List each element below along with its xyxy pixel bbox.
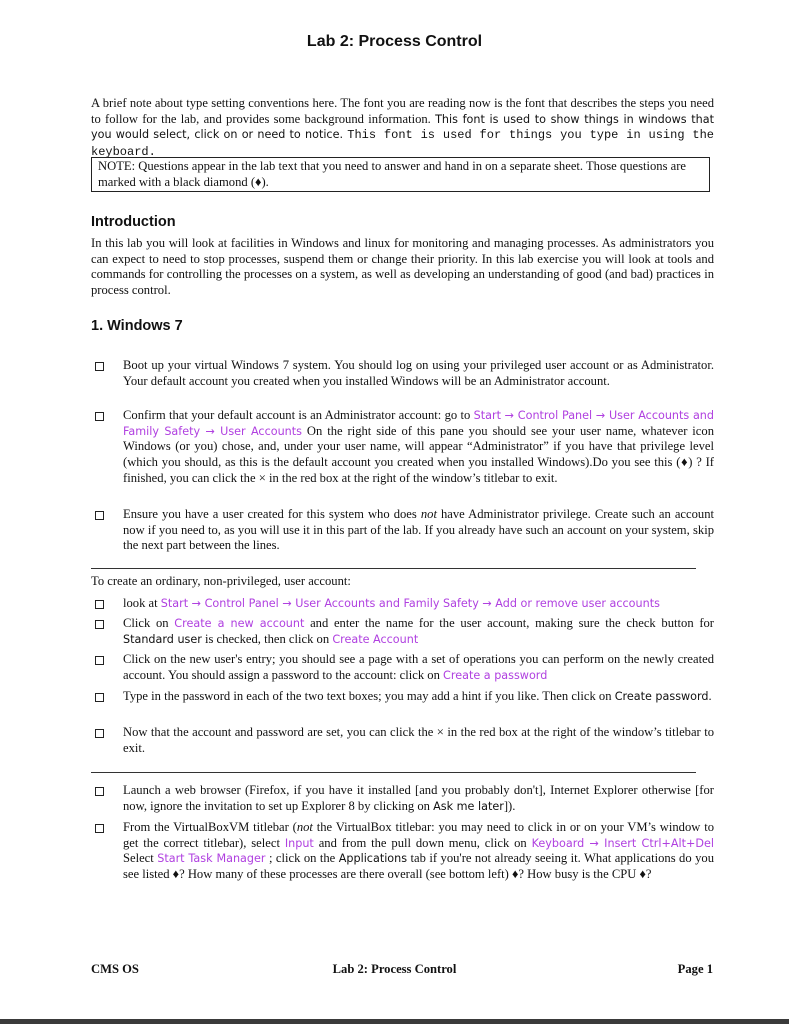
page-title: Lab 2: Process Control <box>306 33 483 50</box>
body-text: From the VirtualBoxVM titlebar ( <box>123 820 297 834</box>
ui-label-text: Create password <box>614 690 709 703</box>
body-text: Boot up your virtual Windows 7 system. You should log on using your privileged user account or as Administrator. Your default account you created when you installed Windows will be an Administrator account. <box>123 358 714 388</box>
keyboard-text: This font is used for things you type in using the keyboard. <box>91 128 714 160</box>
body-text: ; click on the <box>265 851 339 866</box>
ui-path-text: Start → Control Panel → User Accounts and Family Safety → Add or remove user accounts <box>160 597 660 610</box>
ui-label-text: Standard user <box>123 632 202 646</box>
body-text: not <box>296 820 313 834</box>
checkbox-icon[interactable] <box>95 362 104 371</box>
body-text: the VirtualBox titlebar: you may need to click in or on your VM’s window to get the correct titlebar), select <box>123 820 714 850</box>
subsection-intro: To create an ordinary, non-privileged, user account: <box>91 574 351 588</box>
ui-label-text: Ask me later <box>433 799 504 813</box>
body-text: Confirm that your default account is an Administrator account: go to <box>123 408 474 422</box>
checklist-item <box>91 820 714 883</box>
introduction-heading: Introduction <box>91 214 176 230</box>
checkbox-icon[interactable] <box>95 729 104 738</box>
checkbox-icon[interactable] <box>95 787 104 796</box>
body-text: and enter the name for the user account, making sure the check button for <box>304 616 715 630</box>
body-text: Click on <box>123 616 175 630</box>
checkbox-icon[interactable] <box>95 600 104 609</box>
checkbox-icon[interactable] <box>95 412 104 421</box>
introduction-paragraph: In this lab you will look at facilities in Windows and linux for monitoring and managing processes. As administrators you can expect to need to stop processes, suspend them or change their priority. In this lab exercise you will look at tools and commands for controlling the processes on a system, as well as developing an understanding of good (and bad) practices in process control. <box>91 236 714 298</box>
checklist-item <box>91 408 714 487</box>
footer-page-number: Page 1 <box>677 962 713 976</box>
checklist-item <box>91 652 714 683</box>
body-text: tab if you're not already seeing it. What applications do you see listed ♦? How many of these processes are there overall (see bottom left) ♦? How busy is the CPU ♦? <box>123 851 714 882</box>
divider <box>91 568 696 569</box>
body-text: have Administrator privilege. Create such an account now if you need to, as you will use it in this part of the lab. If you already have such an account on your system, skip the next part between the lines. <box>123 507 714 553</box>
section-heading-windows7: 1. Windows 7 <box>91 318 183 334</box>
body-text: A brief note about type setting conventions here. The font you are reading now is the font that describes the steps you need to follow for the lab, and provides some background information. <box>91 96 714 126</box>
ui-path-text: Start → Control Panel → User Accounts and Family Safety → User Accounts <box>123 409 714 438</box>
ui-label-text: Applications <box>338 852 408 866</box>
ui-path-text: Keyboard → Insert Ctrl+Alt+Del <box>531 836 714 850</box>
body-text: Launch a web browser (Firefox, if you have it installed [and you probably don't], Internet Explorer otherwise [for now, ignore the invitation to set up Explorer 8 by clicking on <box>123 783 714 813</box>
checklist-item <box>91 507 714 554</box>
footer-left: CMS OS <box>91 962 139 976</box>
checkbox-icon[interactable] <box>95 693 104 702</box>
ui-path-text: Create a new account <box>174 617 305 630</box>
body-text: . <box>708 689 712 703</box>
body-text: ]). <box>503 798 516 813</box>
checklist-item <box>91 596 714 612</box>
checklist-item <box>91 783 714 814</box>
ui-path-text: Input <box>284 836 314 850</box>
body-text: On the right side of this pane you should see your user name, whatever icon Windows (or you) chose, and, under your user name, will appear “Administrator” if you have that privilege level (which you should, as this is the default account you created when you installed Windows).Do you see this (♦) ? If finished, you can click the × in the red box at the right of the window’s titlebar to exit. <box>123 423 714 485</box>
body-text: and from the pull down menu, click on <box>313 835 532 850</box>
checkbox-icon[interactable] <box>95 656 104 665</box>
body-text: Ensure you have a user created for this system who does <box>123 507 421 521</box>
window-bottom-bar <box>0 1019 789 1024</box>
body-text: Type in the password in each of the two text boxes; you may add a hint if you like. Then click on <box>123 689 615 703</box>
body-text: not <box>420 507 437 521</box>
checklist-item <box>91 689 714 705</box>
ui-path-text: Create a password <box>443 668 548 682</box>
body-text: Now that the account and password are set, you can click the × in the red box at the right of the window’s titlebar to exit. <box>123 725 714 755</box>
body-text: is checked, then click on <box>201 631 333 646</box>
footer-center: Lab 2: Process Control <box>332 962 457 976</box>
body-text: Select <box>123 851 158 866</box>
ui-path-text: Start Task Manager <box>157 852 266 866</box>
checklist-item <box>91 358 714 389</box>
conventions-paragraph <box>91 96 714 161</box>
body-text: Click on the new user's entry; you should see a page with a set of operations you can perform on the newly created account. You should assign a password to the account: click on <box>123 652 714 682</box>
ui-label-text: This font is used to show things in windows that you would select, click on or need to notice. <box>91 112 714 142</box>
divider <box>91 772 696 773</box>
checkbox-icon[interactable] <box>95 824 104 833</box>
checkbox-icon[interactable] <box>95 620 104 629</box>
body-text: look at <box>123 596 161 610</box>
checklist-item <box>91 725 714 756</box>
checklist-item <box>91 616 714 647</box>
note-box: NOTE: Questions appear in the lab text that you need to answer and hand in on a separate sheet. Those questions are marked with a black diamond (♦). <box>91 157 710 192</box>
checkbox-icon[interactable] <box>95 511 104 520</box>
ui-path-text: Create Account <box>332 632 419 646</box>
